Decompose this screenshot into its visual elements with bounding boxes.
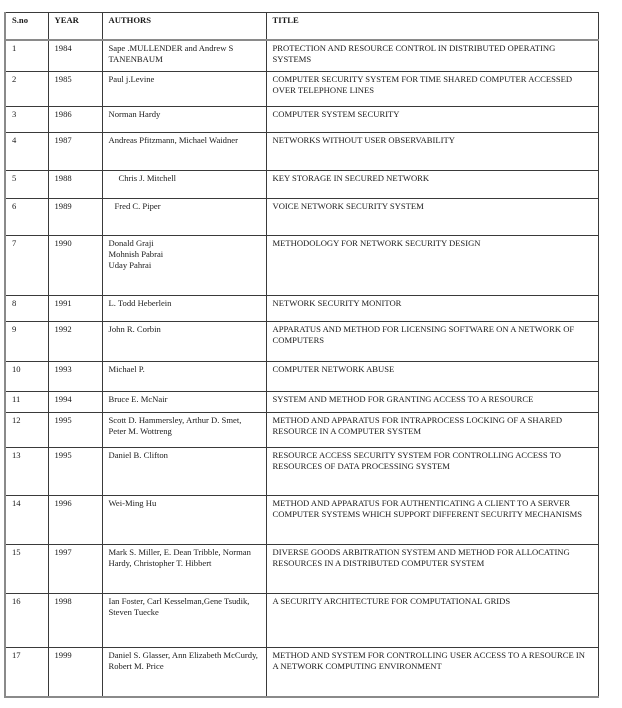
cell-year: 1984 [48,40,102,72]
cell-title: NETWORKS WITHOUT USER OBSERVABILITY [266,133,598,171]
cell-title: METHOD AND SYSTEM FOR CONTROLLING USER ACCESS TO A RESOURCE IN A NETWORK COMPUTING ENVIRONMENT [266,648,598,697]
cell-sno: 9 [5,322,48,362]
header-sno: S.no [5,13,48,40]
table-row [5,72,598,107]
table-row [5,322,598,362]
cell-title: METHODOLOGY FOR NETWORK SECURITY DESIGN [266,236,598,296]
cell-year: 1989 [48,199,102,236]
cell-sno: 1 [5,40,48,72]
cell-sno: 6 [5,199,48,236]
cell-authors: Bruce E. McNair [102,392,266,413]
cell-title: COMPUTER SECURITY SYSTEM FOR TIME SHARED COMPUTER ACCESSED OVER TELEPHONE LINES [266,72,598,107]
table-row [5,496,598,545]
cell-authors [102,171,266,199]
cell-sno: 16 [5,594,48,648]
table-row [5,545,598,594]
cell-sno: 15 [5,545,48,594]
cell-year: 1994 [48,392,102,413]
cell-authors: Michael P. [102,362,266,392]
cell-authors: Sape .MULLENDER and Andrew S TANENBAUM [102,40,266,72]
cell-year: 1998 [48,594,102,648]
cell-title: NETWORK SECURITY MONITOR [266,296,598,322]
cell-authors: Norman Hardy [102,107,266,133]
cell-title: APPARATUS AND METHOD FOR LICENSING SOFTWARE ON A NETWORK OF COMPUTERS [266,322,598,362]
author-text: Chris J. Mitchell [118,173,177,183]
cell-authors [102,199,266,236]
author-text: Fred C. Piper [114,201,161,211]
cell-sno: 12 [5,413,48,448]
cell-year: 1997 [48,545,102,594]
cell-title: COMPUTER SYSTEM SECURITY [266,107,598,133]
cell-sno: 8 [5,296,48,322]
cell-year: 1995 [48,413,102,448]
cell-year: 1988 [48,171,102,199]
header-year: YEAR [48,13,102,40]
cell-title: RESOURCE ACCESS SECURITY SYSTEM FOR CONTROLLING ACCESS TO RESOURCES OF DATA PROCESSING SYSTEM [266,448,598,496]
cell-sno: 17 [5,648,48,697]
cell-authors: Ian Foster, Carl Kesselman,Gene Tsudik, Steven Tuecke [102,594,266,648]
cell-year: 1986 [48,107,102,133]
table-row [5,448,598,496]
cell-authors: John R. Corbin [102,322,266,362]
cell-year: 1996 [48,496,102,545]
cell-title: KEY STORAGE IN SECURED NETWORK [266,171,598,199]
cell-authors: L. Todd Heberlein [102,296,266,322]
cell-title: PROTECTION AND RESOURCE CONTROL IN DISTRIBUTED OPERATING SYSTEMS [266,40,598,72]
table-row [5,413,598,448]
table-row [5,107,598,133]
cell-year: 1992 [48,322,102,362]
cell-sno: 2 [5,72,48,107]
cell-year: 1990 [48,236,102,296]
cell-year: 1993 [48,362,102,392]
cell-sno: 7 [5,236,48,296]
cell-sno: 10 [5,362,48,392]
cell-authors: Daniel B. Clifton [102,448,266,496]
cell-sno: 13 [5,448,48,496]
table-row [5,199,598,236]
cell-title: A SECURITY ARCHITECTURE FOR COMPUTATIONAL GRIDS [266,594,598,648]
cell-title: DIVERSE GOODS ARBITRATION SYSTEM AND METHOD FOR ALLOCATING RESOURCES IN A DISTRIBUTED COMPUTER SYSTEM [266,545,598,594]
header-authors: AUTHORS [102,13,266,40]
table-row [5,296,598,322]
table-row [5,648,598,697]
cell-sno: 5 [5,171,48,199]
header-title: TITLE [266,13,598,40]
cell-title: SYSTEM AND METHOD FOR GRANTING ACCESS TO A RESOURCE [266,392,598,413]
cell-title: VOICE NETWORK SECURITY SYSTEM [266,199,598,236]
table-row [5,392,598,413]
cell-sno: 3 [5,107,48,133]
header-row [5,13,598,40]
cell-year: 1987 [48,133,102,171]
cell-year: 1985 [48,72,102,107]
cell-title: METHOD AND APPARATUS FOR INTRAPROCESS LOCKING OF A SHARED RESOURCE IN A COMPUTER SYSTEM [266,413,598,448]
cell-year: 1991 [48,296,102,322]
cell-authors: Daniel S. Glasser, Ann Elizabeth McCurdy, Robert M. Price [102,648,266,697]
cell-authors: Paul j.Levine [102,72,266,107]
cell-authors: Wei-Ming Hu [102,496,266,545]
cell-year: 1995 [48,448,102,496]
literature-survey-table [4,12,599,698]
cell-sno: 4 [5,133,48,171]
table-row [5,236,598,296]
cell-title: COMPUTER NETWORK ABUSE [266,362,598,392]
table-row [5,362,598,392]
cell-authors: Andreas Pfitzmann, Michael Waidner [102,133,266,171]
table-row [5,133,598,171]
cell-authors: Scott D. Hammersley, Arthur D. Smet, Peter M. Wottreng [102,413,266,448]
cell-authors: Donald Graji Mohnish Pabrai Uday Pahrai [102,236,266,296]
table-row [5,171,598,199]
cell-sno: 11 [5,392,48,413]
cell-year: 1999 [48,648,102,697]
table-row [5,594,598,648]
cell-title: METHOD AND APPARATUS FOR AUTHENTICATING A CLIENT TO A SERVER COMPUTER SYSTEMS WHICH SUPPORT DIFFERENT SECURITY MECHANISMS [266,496,598,545]
cell-sno: 14 [5,496,48,545]
cell-authors: Mark S. Miller, E. Dean Tribble, Norman Hardy, Christopher T. Hibbert [102,545,266,594]
table-row [5,40,598,72]
